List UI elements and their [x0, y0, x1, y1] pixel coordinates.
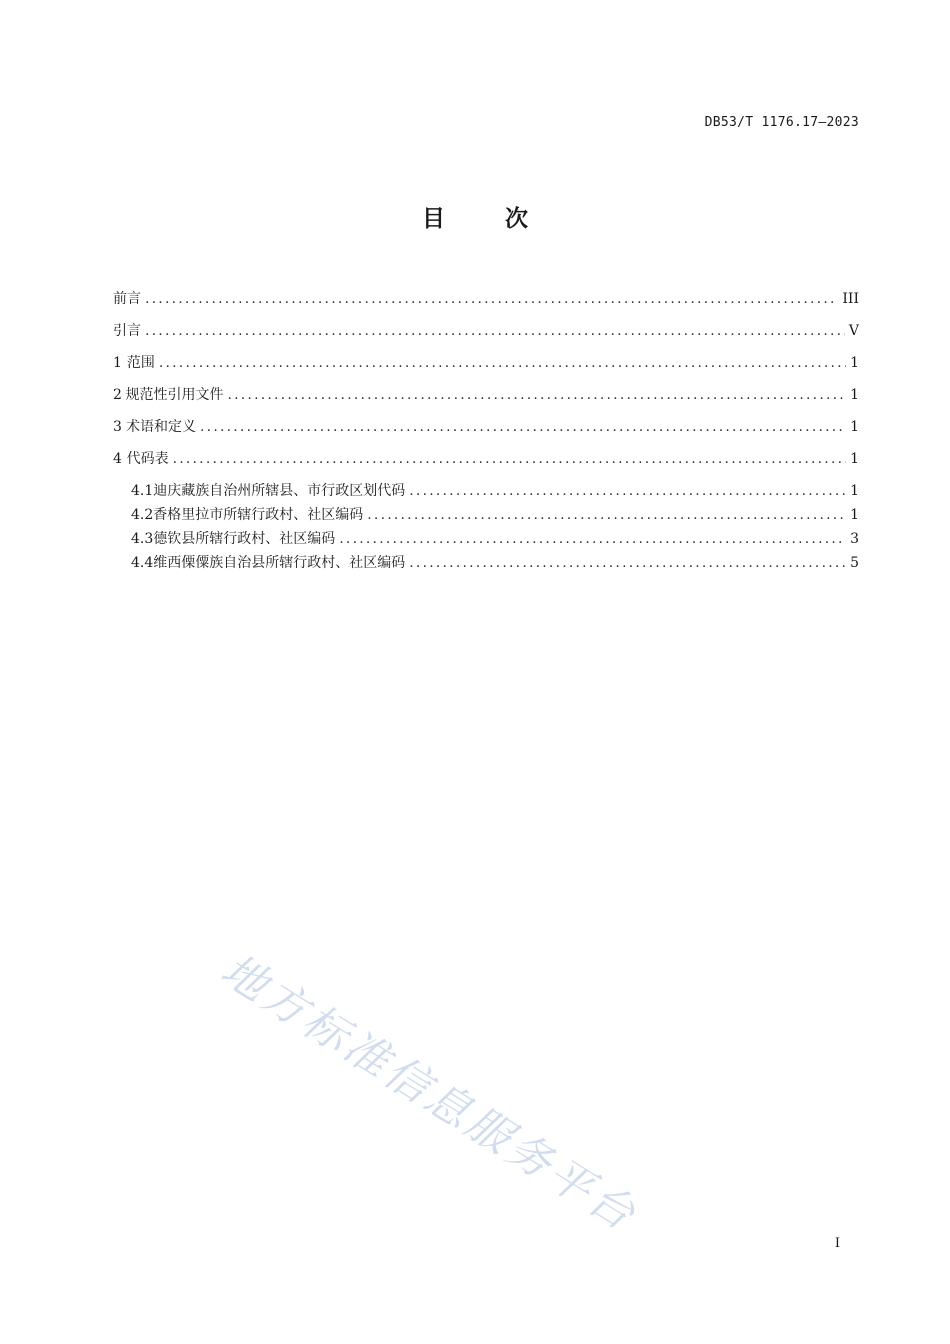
toc-entry-4-2[interactable]	[113, 504, 859, 528]
toc-entry-4-1[interactable]	[113, 480, 859, 504]
toc-section-number: 2	[113, 387, 122, 403]
table-of-contents	[113, 288, 859, 576]
toc-entry-terms-definitions[interactable]	[113, 416, 859, 448]
toc-label: 代码表	[126, 451, 169, 467]
toc-page-number: 5	[850, 555, 859, 571]
toc-page-number: 1	[850, 451, 859, 467]
toc-leader-dots	[159, 352, 846, 374]
toc-page-number: 3	[850, 531, 859, 547]
toc-entry-4-4[interactable]	[113, 552, 859, 576]
toc-label: 引言	[113, 323, 141, 339]
toc-leader-dots	[145, 320, 845, 342]
toc-page-number: 1	[850, 507, 859, 523]
toc-entry-code-table[interactable]	[113, 448, 859, 480]
toc-section-number: 4.4	[131, 555, 154, 571]
toc-entry-normative-references[interactable]	[113, 384, 859, 416]
toc-leader-dots	[409, 480, 846, 502]
toc-entry-introduction[interactable]	[113, 320, 859, 352]
page-title: 目次	[422, 206, 588, 232]
toc-label: 维西傈僳族自治县所辖行政村、社区编码	[153, 555, 406, 571]
toc-section-number: 4.1	[131, 483, 154, 499]
toc-section-number: 4	[113, 451, 122, 467]
toc-section-number: 4.3	[131, 531, 154, 547]
toc-label: 范围	[126, 355, 155, 371]
toc-label: 前言	[113, 291, 141, 307]
watermark: 地方标准信息服务平台	[212, 944, 647, 1242]
toc-leader-dots	[173, 448, 847, 470]
toc-entry-4-3[interactable]	[113, 528, 859, 552]
toc-section-number: 1	[113, 355, 122, 371]
page-number: I	[834, 1236, 840, 1251]
toc-label: 德钦县所辖行政村、社区编码	[153, 531, 336, 547]
toc-page-number: 1	[850, 419, 859, 435]
toc-leader-dots	[409, 552, 846, 574]
toc-page-number: 1	[850, 387, 859, 403]
toc-section-number: 3	[113, 419, 122, 435]
toc-page-number: 1	[850, 483, 859, 499]
toc-label: 迪庆藏族自治州所辖县、市行政区划代码	[153, 483, 406, 499]
toc-label: 术语和定义	[126, 419, 197, 435]
toc-leader-dots	[339, 528, 846, 550]
toc-leader-dots	[227, 384, 846, 406]
toc-leader-dots	[367, 504, 846, 526]
toc-page-number: V	[848, 323, 859, 339]
toc-leader-dots	[200, 416, 846, 438]
toc-entry-foreword[interactable]	[113, 288, 859, 320]
standard-code: DB53/T 1176.17—2023	[704, 115, 859, 130]
toc-section-number: 4.2	[131, 507, 154, 523]
toc-label: 规范性引用文件	[125, 387, 224, 403]
toc-label: 香格里拉市所辖行政村、社区编码	[153, 507, 364, 523]
toc-page-number: 1	[850, 355, 859, 371]
toc-leader-dots	[145, 288, 838, 310]
toc-entry-scope[interactable]	[113, 352, 859, 384]
toc-page-number: III	[842, 291, 859, 307]
